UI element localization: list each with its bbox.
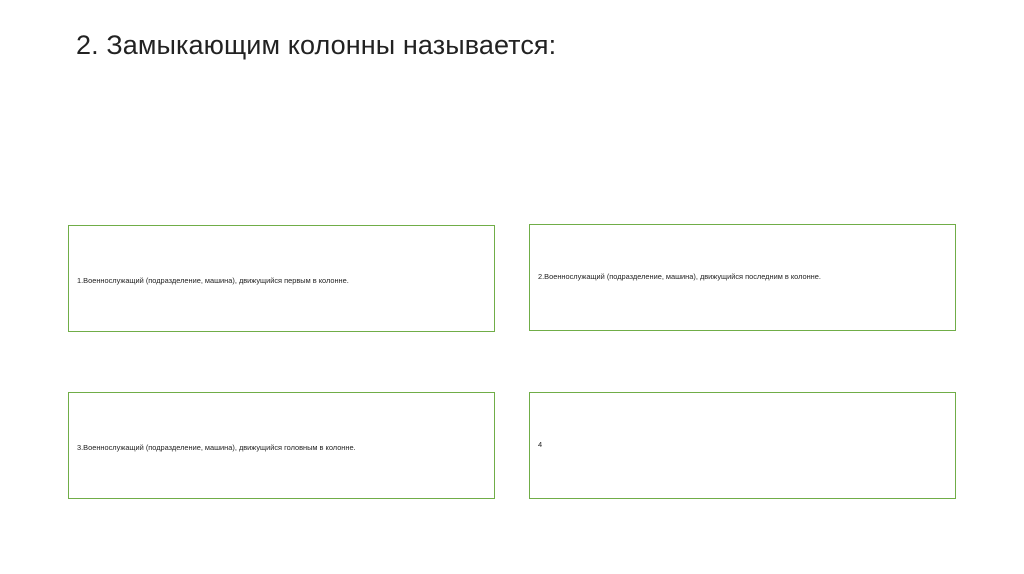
- answer-option-2-text: 2.Военнослужащий (подразделение, машина), движущийся последним в колонне.: [538, 272, 821, 281]
- answer-option-2[interactable]: [529, 224, 956, 331]
- answer-option-4[interactable]: [529, 392, 956, 499]
- question-title: 2. Замыкающим колонны называется:: [76, 30, 557, 60]
- answer-option-1-text: 1.Военнослужащий (подразделение, машина), движущийся первым в колонне.: [77, 276, 349, 285]
- answer-option-3[interactable]: [68, 392, 495, 499]
- answer-option-1[interactable]: [68, 225, 495, 332]
- answer-option-4-text: 4: [538, 440, 543, 449]
- answer-option-3-text: 3.Военнослужащий (подразделение, машина), движущийся головным в колонне.: [77, 443, 356, 452]
